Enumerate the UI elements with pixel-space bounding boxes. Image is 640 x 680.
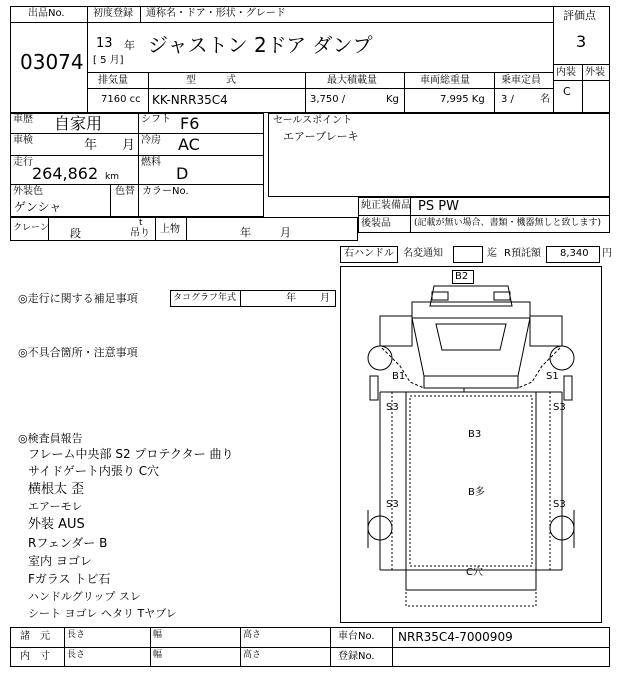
ac-label: 冷房: [141, 135, 161, 146]
report-line: 横根太 歪: [28, 482, 85, 497]
damage-c-hole: C穴: [466, 567, 483, 578]
crane-stage: 段: [70, 227, 81, 240]
max-load-value: 3,750 /: [310, 94, 346, 105]
report-line: 外装 AUS: [28, 517, 85, 532]
report-line: ハンドルグリップ スレ: [28, 590, 141, 603]
inspector-report: [28, 446, 234, 622]
recycle-label: R預託額: [504, 248, 541, 259]
ac-value: AC: [178, 135, 200, 154]
tacho-year: 年: [286, 293, 296, 304]
aftermarket-note: (記載が無い場合、書類・機器無しと致します): [414, 218, 602, 228]
damage-s1: S1: [546, 371, 559, 382]
car-name-label: 通称名・ドア・形状・グレード: [146, 8, 286, 19]
lot-no-label: 出品No.: [28, 8, 65, 19]
mileage-label: 走行: [13, 157, 33, 168]
defects-label: ◎不具合箇所・注意事項: [18, 346, 138, 359]
inspection-label: 車検: [13, 135, 33, 146]
max-load-unit: Kg: [386, 94, 399, 105]
damage-s3-left-rear: S3: [386, 499, 399, 510]
aftermarket-label: 後装品: [361, 218, 391, 229]
recycle-unit: 円: [602, 248, 612, 259]
sales-point-text: エアーブレーキ: [283, 130, 359, 143]
capacity-label: 乗車定員: [501, 75, 541, 86]
report-line: Rフェンダー B: [28, 536, 108, 550]
damage-s3-right-front: S3: [553, 402, 566, 413]
shift-value: F6: [180, 114, 200, 133]
name-change-box: [453, 246, 483, 263]
report-line: エアーモレ: [28, 500, 83, 513]
damage-s3-right-rear: S3: [553, 499, 566, 510]
color-no-label: カラーNo.: [142, 186, 189, 197]
recycle-value: 8,340: [560, 248, 589, 259]
report-line: Fガラス トビ石: [28, 572, 111, 586]
report-line: シート ヨゴレ ヘタリ Tヤブレ: [28, 607, 177, 620]
crane-label: クレーン: [13, 223, 49, 233]
damage-b3: B3: [468, 429, 482, 440]
dims-label: 諸 元: [20, 631, 50, 642]
running-notes-label: ◎走行に関する補足事項: [18, 292, 138, 305]
reg-year-unit: 年: [124, 39, 135, 52]
genuine-value: PS PW: [418, 199, 459, 214]
lot-no: 03074: [20, 50, 84, 74]
interior-dims-label: 内 寸: [20, 651, 50, 662]
inspection-month: 月: [122, 138, 136, 153]
gross-weight-label: 車両総重量: [420, 75, 470, 86]
history-label: 車歴: [13, 114, 33, 125]
tacho-month: 月: [320, 293, 330, 304]
crane-row: [10, 217, 358, 241]
inner-height-label: 高さ: [243, 650, 262, 660]
mileage-unit: km: [105, 172, 119, 182]
model-value: KK-NRR35C4: [152, 93, 228, 107]
reg-year: 13: [96, 36, 113, 51]
damage-b1: B1: [392, 371, 406, 382]
ext-color-label: 外装色: [13, 186, 43, 197]
displacement-label: 排気量: [98, 75, 128, 86]
color-change-label: 色替: [115, 186, 135, 197]
crane-lift: 吊り: [130, 228, 150, 239]
shift-label: シフト: [141, 114, 171, 125]
name-change-label: 名変通知: [403, 248, 443, 259]
damage-b-many: B多: [468, 487, 485, 498]
ext-color-value: ゲンシャ: [14, 200, 62, 214]
fuel-label: 燃料: [141, 157, 161, 168]
chassis-value: NRR35C4-7000909: [398, 630, 513, 644]
upper-body-label: 上物: [160, 224, 180, 235]
grade-value: 3: [576, 32, 587, 51]
deposit-prefix: 迄: [487, 248, 497, 259]
first-reg-label: 初度登録: [93, 8, 133, 19]
gross-weight-value: 7,995 Kg: [440, 94, 485, 105]
exterior-label: 外装: [585, 67, 605, 78]
inner-width-label: 幅: [153, 650, 163, 660]
registration-label: 登録No.: [338, 651, 375, 662]
report-line: 室内 ヨゴレ: [28, 554, 92, 568]
max-load-label: 最大積載量: [327, 75, 377, 86]
damage-s3-left-front: S3: [386, 402, 399, 413]
upper-body-month: 月: [280, 226, 291, 239]
genuine-label: 純正装備品: [361, 200, 411, 211]
capacity-unit: 名: [540, 94, 550, 105]
chassis-label: 車台No.: [338, 631, 375, 642]
history-value: 自家用: [54, 114, 103, 133]
fuel-value: D: [176, 164, 189, 183]
tacho-label: タコグラフ年式: [173, 293, 237, 303]
mileage-value: 264,862: [32, 164, 99, 183]
inspector-label: ◎検査員報告: [18, 432, 83, 445]
interior-label: 内装: [556, 67, 576, 78]
report-line: サイドゲート内張り C穴: [28, 464, 160, 478]
upper-body-year: 年: [240, 226, 251, 239]
model-label: 型 式: [186, 75, 236, 86]
height-label: 高さ: [243, 630, 262, 640]
report-line: フレーム中央部 S2 プロテクター 曲り: [28, 447, 234, 461]
capacity-value: 3 /: [501, 94, 514, 105]
damage-b2: B2: [455, 271, 469, 282]
length-label: 長さ: [67, 630, 86, 640]
inner-length-label: 長さ: [67, 650, 86, 660]
grade-label: 評価点: [563, 9, 596, 22]
car-name: ジャストン 2ドア ダンプ: [148, 33, 373, 57]
reg-month: [ 5 月]: [93, 55, 124, 66]
sales-point-label: セールスポイント: [273, 115, 353, 126]
width-label: 幅: [153, 630, 163, 640]
inspection-year: 年: [84, 138, 98, 153]
displacement-value: 7160 cc: [101, 94, 141, 105]
rhd-label: 右ハンドル: [344, 248, 394, 259]
crane-ton: t: [139, 218, 143, 228]
interior-grade: C: [563, 85, 571, 98]
